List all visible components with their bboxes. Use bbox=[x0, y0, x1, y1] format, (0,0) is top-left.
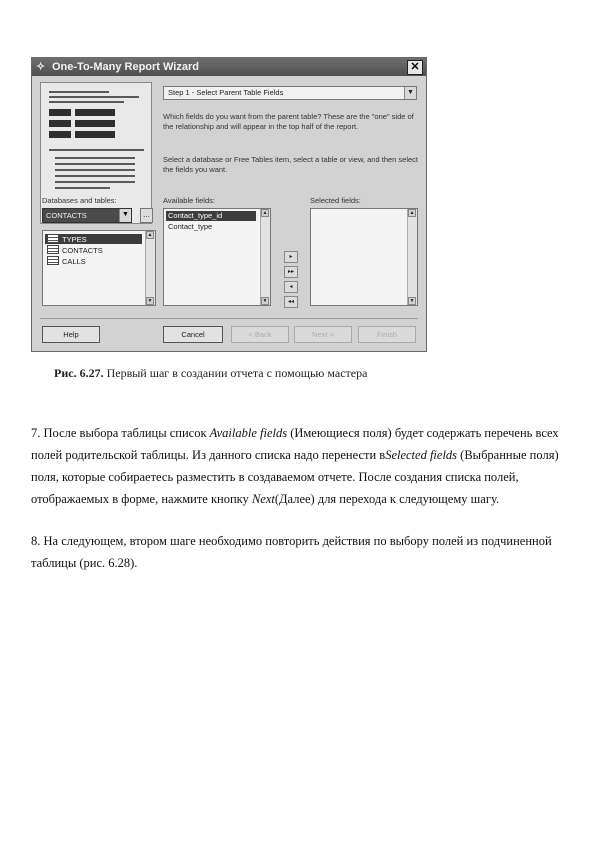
divider bbox=[40, 318, 418, 319]
browse-button[interactable]: ... bbox=[140, 208, 153, 223]
table-icon bbox=[47, 234, 59, 243]
scroll-down-icon[interactable]: ▼ bbox=[409, 298, 415, 304]
list-item[interactable]: Contact_type_id bbox=[166, 211, 256, 221]
move-all-right-button[interactable]: ▸▸ bbox=[284, 266, 298, 278]
finish-button[interactable]: Finish bbox=[358, 326, 416, 343]
back-button[interactable]: < Back bbox=[231, 326, 289, 343]
scroll-down-icon[interactable]: ▼ bbox=[262, 298, 268, 304]
wand-icon: ✧ bbox=[36, 61, 46, 73]
move-one-right-button[interactable]: ▸ bbox=[284, 251, 298, 263]
selected-fields-label: Selected fields: bbox=[310, 196, 361, 205]
step-dropdown-value: Step 1 - Select Parent Table Fields bbox=[168, 88, 284, 97]
title-bar bbox=[32, 58, 426, 76]
list-item[interactable]: TYPES bbox=[45, 234, 142, 244]
figure-caption bbox=[54, 366, 367, 381]
available-fields-listbox[interactable] bbox=[163, 208, 271, 306]
database-combo-value: CONTACTS bbox=[46, 211, 87, 220]
table-icon bbox=[47, 245, 59, 254]
move-one-left-button[interactable]: ◂ bbox=[284, 281, 298, 293]
scrollbar[interactable] bbox=[407, 209, 417, 305]
available-fields-label: Available fields: bbox=[163, 196, 215, 205]
move-all-left-button[interactable]: ◂◂ bbox=[284, 296, 298, 308]
instructions-text-1: Which fields do you want from the parent table? These are the "one" side of the relationship and will appear in the top half of the report. bbox=[163, 112, 414, 131]
list-item[interactable]: CALLS bbox=[45, 256, 86, 266]
table-icon bbox=[47, 256, 59, 265]
cancel-button[interactable]: Cancel bbox=[163, 326, 223, 343]
figure-number: Рис. 6.27. bbox=[54, 366, 104, 380]
tables-listbox[interactable] bbox=[42, 230, 156, 306]
figure-caption-text: Первый шаг в создании отчета с помощью мастера bbox=[106, 366, 368, 380]
database-combo[interactable] bbox=[42, 208, 132, 223]
chevron-down-icon[interactable]: ▼ bbox=[119, 209, 131, 222]
help-button[interactable]: Help bbox=[42, 326, 100, 343]
paragraph-8: 8. На следующем, втором шаге необходимо повторить действия по выбору полей из подчиненной таблицы (рис. 6.28). bbox=[31, 534, 552, 570]
selected-fields-listbox[interactable] bbox=[310, 208, 418, 306]
window-title: One-To-Many Report Wizard bbox=[52, 61, 199, 73]
next-button[interactable]: Next > bbox=[294, 326, 352, 343]
chevron-down-icon[interactable]: ▼ bbox=[404, 87, 416, 99]
scroll-up-icon[interactable]: ▲ bbox=[262, 210, 268, 216]
scrollbar[interactable] bbox=[260, 209, 270, 305]
scroll-up-icon[interactable]: ▲ bbox=[147, 232, 153, 238]
instructions-text-2: Select a database or Free Tables item, select a table or view, and then select the fields you want. bbox=[163, 155, 419, 174]
scroll-down-icon[interactable]: ▼ bbox=[147, 298, 153, 304]
databases-label: Databases and tables: bbox=[42, 196, 117, 205]
close-icon[interactable]: ✕ bbox=[407, 60, 423, 75]
scrollbar[interactable] bbox=[145, 231, 155, 305]
wizard-screenshot bbox=[31, 57, 427, 352]
scroll-up-icon[interactable]: ▲ bbox=[409, 210, 415, 216]
list-item[interactable]: Contact_type bbox=[168, 222, 213, 231]
paragraph-7: 7. После выбора таблицы список Available fields (Имеющиеся поля) будет содержать перечень всех полей родительской таблицы. Из данного списка надо перенести вSelected fields (Выбранные поля) поля, которые собираетесь разместить в создаваемом отчете. После создания списка полей, отображаемых в форме, нажмите кнопку Next(Далее) для перехода к следующему шагу. bbox=[31, 426, 559, 506]
step-dropdown[interactable] bbox=[163, 86, 417, 100]
list-item[interactable]: CONTACTS bbox=[45, 245, 103, 255]
